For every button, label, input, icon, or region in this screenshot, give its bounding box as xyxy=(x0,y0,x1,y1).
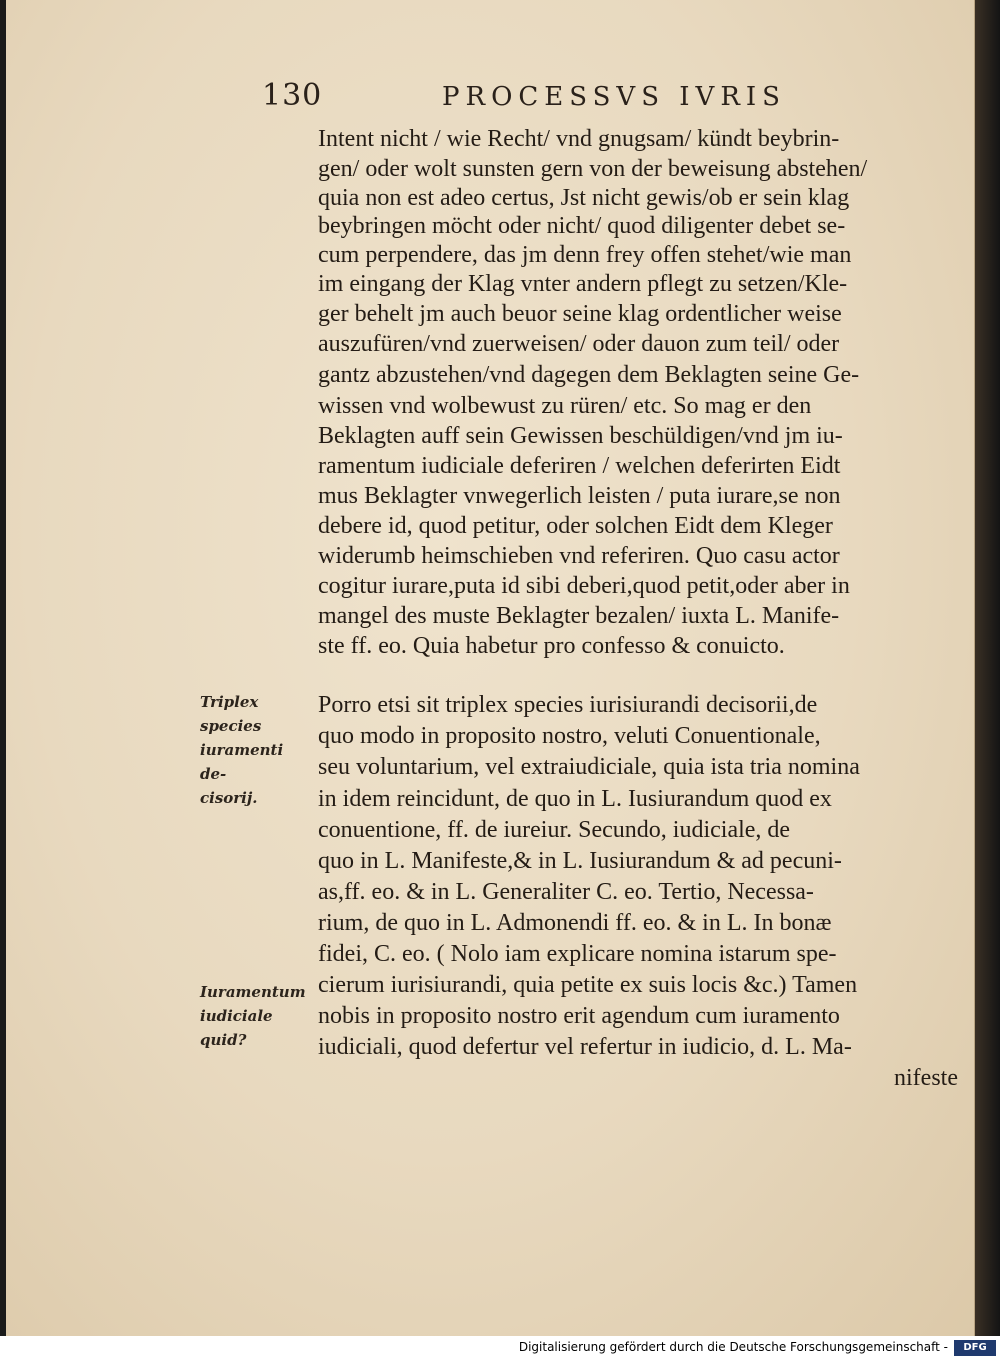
running-title: PROCESSVS IVRIS xyxy=(442,82,786,112)
text-line: auszufüren/vnd zuerweisen/ oder dauon zum teil/ oder xyxy=(318,331,840,357)
text-line: iudiciali, quod defertur vel refertur in iudicio, d. L. Ma- xyxy=(318,1034,852,1060)
text-line: Beklagten auff sein Gewissen beschüldigen/vnd jm iu- xyxy=(318,423,843,449)
text-line: gen/ oder wolt sunsten gern von der beweisung abstehen/ xyxy=(318,156,868,182)
page-number: 130 xyxy=(262,78,323,113)
text-line: beybringen möcht oder nicht/ quod diligenter debet se- xyxy=(318,213,846,239)
text-line: cierum iurisiurandi, quia petite ex suis locis &c.) Tamen xyxy=(318,972,858,998)
margin-note-line: Iuramentum xyxy=(200,983,306,1001)
text-line: mangel des muste Beklagter bezalen/ iuxta L. Manife- xyxy=(318,603,840,629)
text-line: debere id, quod petitur, oder solchen Eidt dem Kleger xyxy=(318,513,833,539)
text-line: nifeste xyxy=(894,1065,958,1091)
text-line: rium, de quo in L. Admonendi ff. eo. & in L. In bonæ xyxy=(318,910,832,936)
text-line: im eingang der Klag vnter andern pflegt zu setzen/Kle- xyxy=(318,271,848,297)
margin-note-line: cisorij. xyxy=(200,789,258,807)
dfg-logo: DFG xyxy=(954,1340,996,1356)
text-line: as,ff. eo. & in L. Generaliter C. eo. Tertio, Necessa- xyxy=(318,879,814,905)
text-line: mus Beklagter vnwegerlich leisten / puta iurare,se non xyxy=(318,483,841,509)
text-line: quia non est adeo certus, Jst nicht gewis/ob er sein klag xyxy=(318,185,850,211)
text-line: seu voluntarium, vel extraiudiciale, quia ista tria nomina xyxy=(318,754,860,780)
text-line: quo in L. Manifeste,& in L. Iusiurandum & ad pecuni- xyxy=(318,848,842,874)
text-line: wissen vnd wolbewust zu rüren/ etc. So mag er den xyxy=(318,393,812,419)
text-line: in idem reincidunt, de quo in L. Iusiurandum quod ex xyxy=(318,786,832,812)
text-line: widerumb heimschieben vnd referiren. Quo casu actor xyxy=(318,543,840,569)
text-line: Intent nicht / wie Recht/ vnd gnugsam/ kündt beybrin- xyxy=(318,126,840,152)
text-line: ste ff. eo. Quia habetur pro confesso & conuicto. xyxy=(318,633,785,659)
margin-note-line: iuramenti de- xyxy=(200,741,284,783)
text-line: ger behelt jm auch beuor seine klag ordentlicher weise xyxy=(318,301,842,327)
text-line: nobis in proposito nostro erit agendum cum iuramento xyxy=(318,1003,840,1029)
margin-note-line: iudiciale xyxy=(200,1007,273,1025)
margin-note xyxy=(200,690,312,810)
text-line: cogitur iurare,puta id sibi deberi,quod petit,oder aber in xyxy=(318,573,850,599)
text-line: quo modo in proposito nostro, veluti Conuentionale, xyxy=(318,723,821,749)
text-line: gantz abzustehen/vnd dagegen dem Beklagten seine Ge- xyxy=(318,362,860,388)
text-line: cum perpendere, das jm denn frey offen stehet/wie man xyxy=(318,242,852,268)
text-line: conuentione, ff. de iureiur. Secundo, iudiciale, de xyxy=(318,817,791,843)
margin-note-line: Triplex species xyxy=(200,693,262,735)
text-line: ramentum iudiciale deferiren / welchen deferirten Eidt xyxy=(318,453,841,479)
footer-credit: Digitalisierung gefördert durch die Deutsche Forschungsgemeinschaft - xyxy=(518,1340,948,1354)
page-header xyxy=(0,78,1000,118)
text-line: fidei, C. eo. ( Nolo iam explicare nomina istarum spe- xyxy=(318,941,837,967)
digitization-footer xyxy=(0,1336,1000,1361)
margin-note xyxy=(200,980,312,1052)
binding-edge xyxy=(975,0,1000,1336)
text-line: Porro etsi sit triplex species iurisiurandi decisorii,de xyxy=(318,692,818,718)
margin-note-line: quid? xyxy=(200,1031,247,1049)
